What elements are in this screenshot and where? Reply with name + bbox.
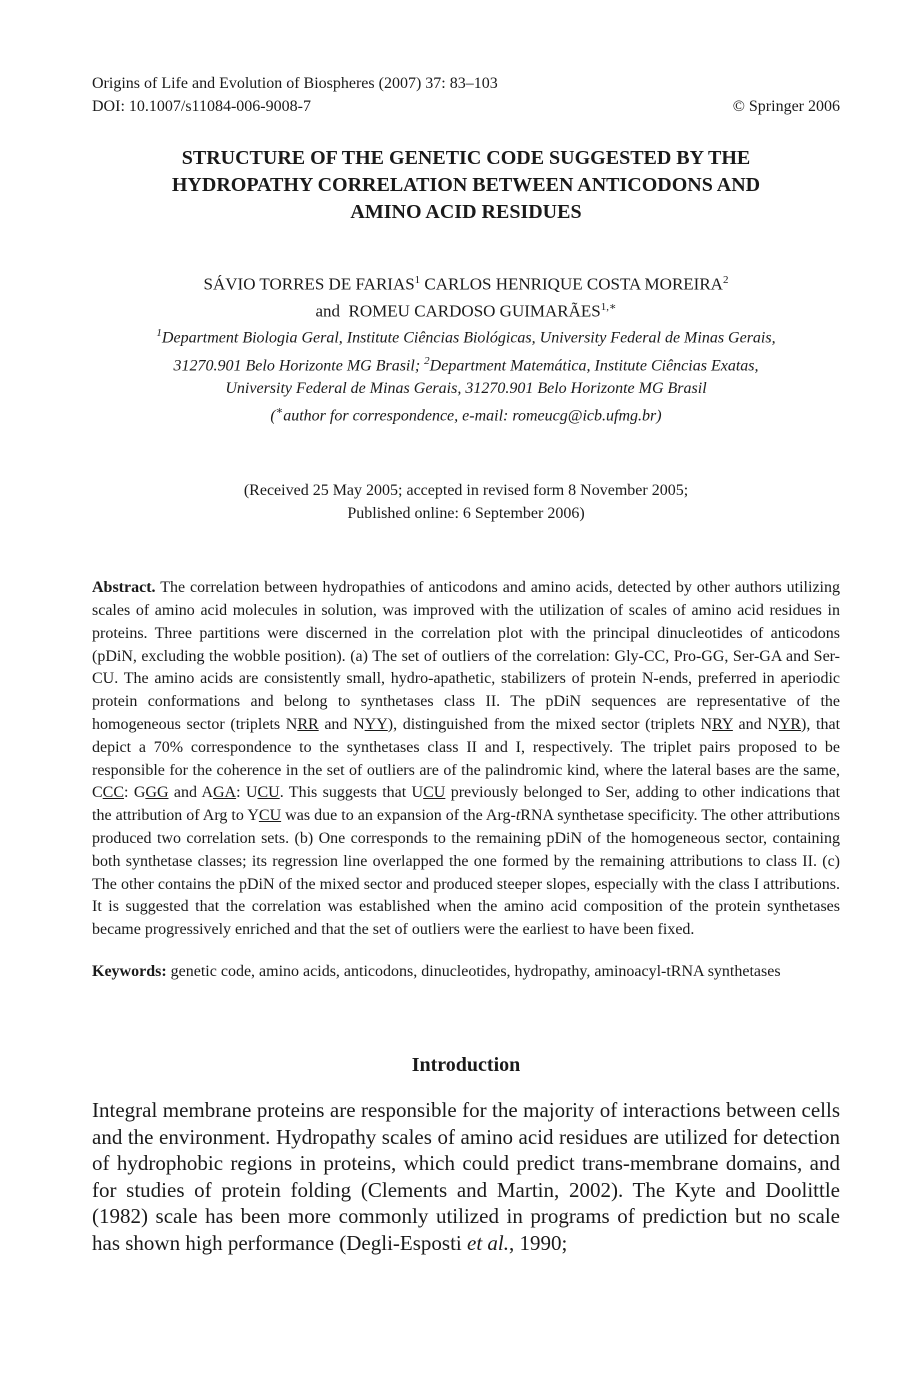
correspondence-note: (∗author for correspondence, e-mail: romeucg@icb.ufmg.br) (270, 404, 662, 425)
keywords (92, 960, 840, 983)
affiliation-mark: 1 (156, 327, 162, 340)
title-line: STRUCTURE OF THE GENETIC CODE SUGGESTED BY THE (181, 147, 751, 169)
section-heading-introduction: Introduction (411, 1054, 521, 1077)
journal-header (92, 72, 840, 118)
published-line: Published online: 6 September 2006) (347, 505, 585, 523)
journal-citation: Origins of Life and Evolution of Biospheres (2007) 37: 83–103 (92, 75, 498, 92)
underlined-bases: CC (102, 784, 125, 802)
author-affiliation-mark: 1,∗ (600, 300, 617, 313)
page (92, 72, 840, 1256)
underlined-bases: GG (145, 784, 169, 802)
correspondence-mark: ∗ (275, 404, 284, 417)
underlined-bases: CU (258, 807, 282, 825)
affiliation-text: University Federal de Minas Gerais, 31270.901 Belo Horizonte MG Brasil (225, 379, 707, 397)
underlined-bases: GA (213, 784, 237, 802)
author-list (92, 269, 840, 322)
underlined-bases: RR (297, 716, 319, 734)
underlined-bases: CU (257, 784, 280, 802)
abstract: Abstract. The correlation between hydropathies of anticodons and amino acids, detected by other authors utilizing scales of amino acid molecules in solution, was improved with the utilization of scales of amino acid residues in proteins. Three partitions were discerned in the correlation plot with the principal dinucleotides of anticodons (pDiN, excluding the wobble position). (a) The set of outliers of the correlation: Gly-CC, Pro-GG, Ser-GA and Ser-CU. The amino acids are consistently small, hydro-apathetic, stabilizers of protein N-ends, preferred in aperiodic protein conformations and belong to synthetases class II. The pDiN sequences are representative of the homogeneous sector (triplets NRR and NYY), distinguished from the mixed sector (triplets NRY and NYR), that depict a 70% correspondence to the synthetases class II and I, respectively. The triplet pairs proposed to be responsible for the coherence in the set of outliers are of the palindromic kind, where the lateral bases are the same, CCC: GGG and AGA: UCU. This suggests that UCU previously belonged to Ser, adding to other indications that the attribution of Arg to YCU was due to an expansion of the Arg-tRNA synthetase specificity. The other attributions produced two correlation sets. (b) One corresponds to the remaining pDiN of the homogeneous sector, containing both synthetase classes; its regression line overlapped the one formed by the remaining attributions to class II. (c) The other contains the pDiN of the mixed sector and produced steeper slopes, especially with the class I attributions. It is suggested that the correlation was established when the amino acid composition of the protein synthetases became progressively enriched and that the set of outliers were the earliest to have been fixed. (92, 579, 841, 939)
title-line: AMINO ACID RESIDUES (350, 201, 582, 223)
affiliation-text: 31270.901 Belo Horizonte MG Brasil; (173, 356, 425, 374)
introduction-paragraph: Integral membrane proteins are responsible for the majority of interactions between cells and the environment. Hydropathy scales of amino acid residues are utilized for detection of hydrophobic regions in proteins, which could predict trans-membrane domains, and for studies of protein folding (Clements and Martin, 2002). The Kyte and Doolittle (1982) scale has been more commonly utilized in programs of prediction but no scale has shown high performance (Degli-Esposti et al., 1990; (92, 1098, 840, 1255)
author-conjunction: and (315, 301, 341, 321)
author-affiliation-mark: 1 (414, 274, 421, 286)
underlined-bases: RY (712, 716, 733, 734)
underlined-bases: YY (364, 716, 388, 734)
author-affiliation-mark: 2 (722, 274, 729, 286)
affiliations (92, 322, 840, 427)
affiliation-text: Department Biologia Geral, Institute Ciências Biológicas, University Federal de Minas Gerais, (161, 329, 776, 347)
affiliation-text: Department Matemática, Institute Ciências Exatas, (429, 356, 759, 374)
title-line: HYDROPATHY CORRELATION BETWEEN ANTICODONS AND (171, 174, 761, 196)
keywords-text: genetic code, amino acids, anticodons, dinucleotides, hydropathy, aminoacyl-tRNA synthetases (166, 963, 781, 981)
abstract-label: Abstract. (92, 579, 156, 597)
received-dates (92, 479, 840, 525)
author-name: ROMEU CARDOSO GUIMARÃES (348, 301, 601, 321)
keywords-label: Keywords: (92, 963, 167, 981)
paper-title (92, 145, 840, 226)
received-line: (Received 25 May 2005; accepted in revised form 8 November 2005; (243, 482, 689, 500)
author-name: CARLOS HENRIQUE COSTA MOREIRA (424, 274, 723, 294)
underlined-bases: CU (423, 784, 446, 802)
correspondence-text[interactable]: author for correspondence, e-mail: romeucg@icb.ufmg.br) (283, 407, 662, 425)
underlined-bases: YR (778, 716, 802, 734)
affiliation-mark: 2 (424, 354, 430, 367)
author-name: SÁVIO TORRES DE FARIAS (203, 274, 415, 294)
copyright: © Springer 2006 (732, 98, 840, 115)
doi[interactable]: DOI: 10.1007/s11084-006-9008-7 (92, 98, 311, 115)
